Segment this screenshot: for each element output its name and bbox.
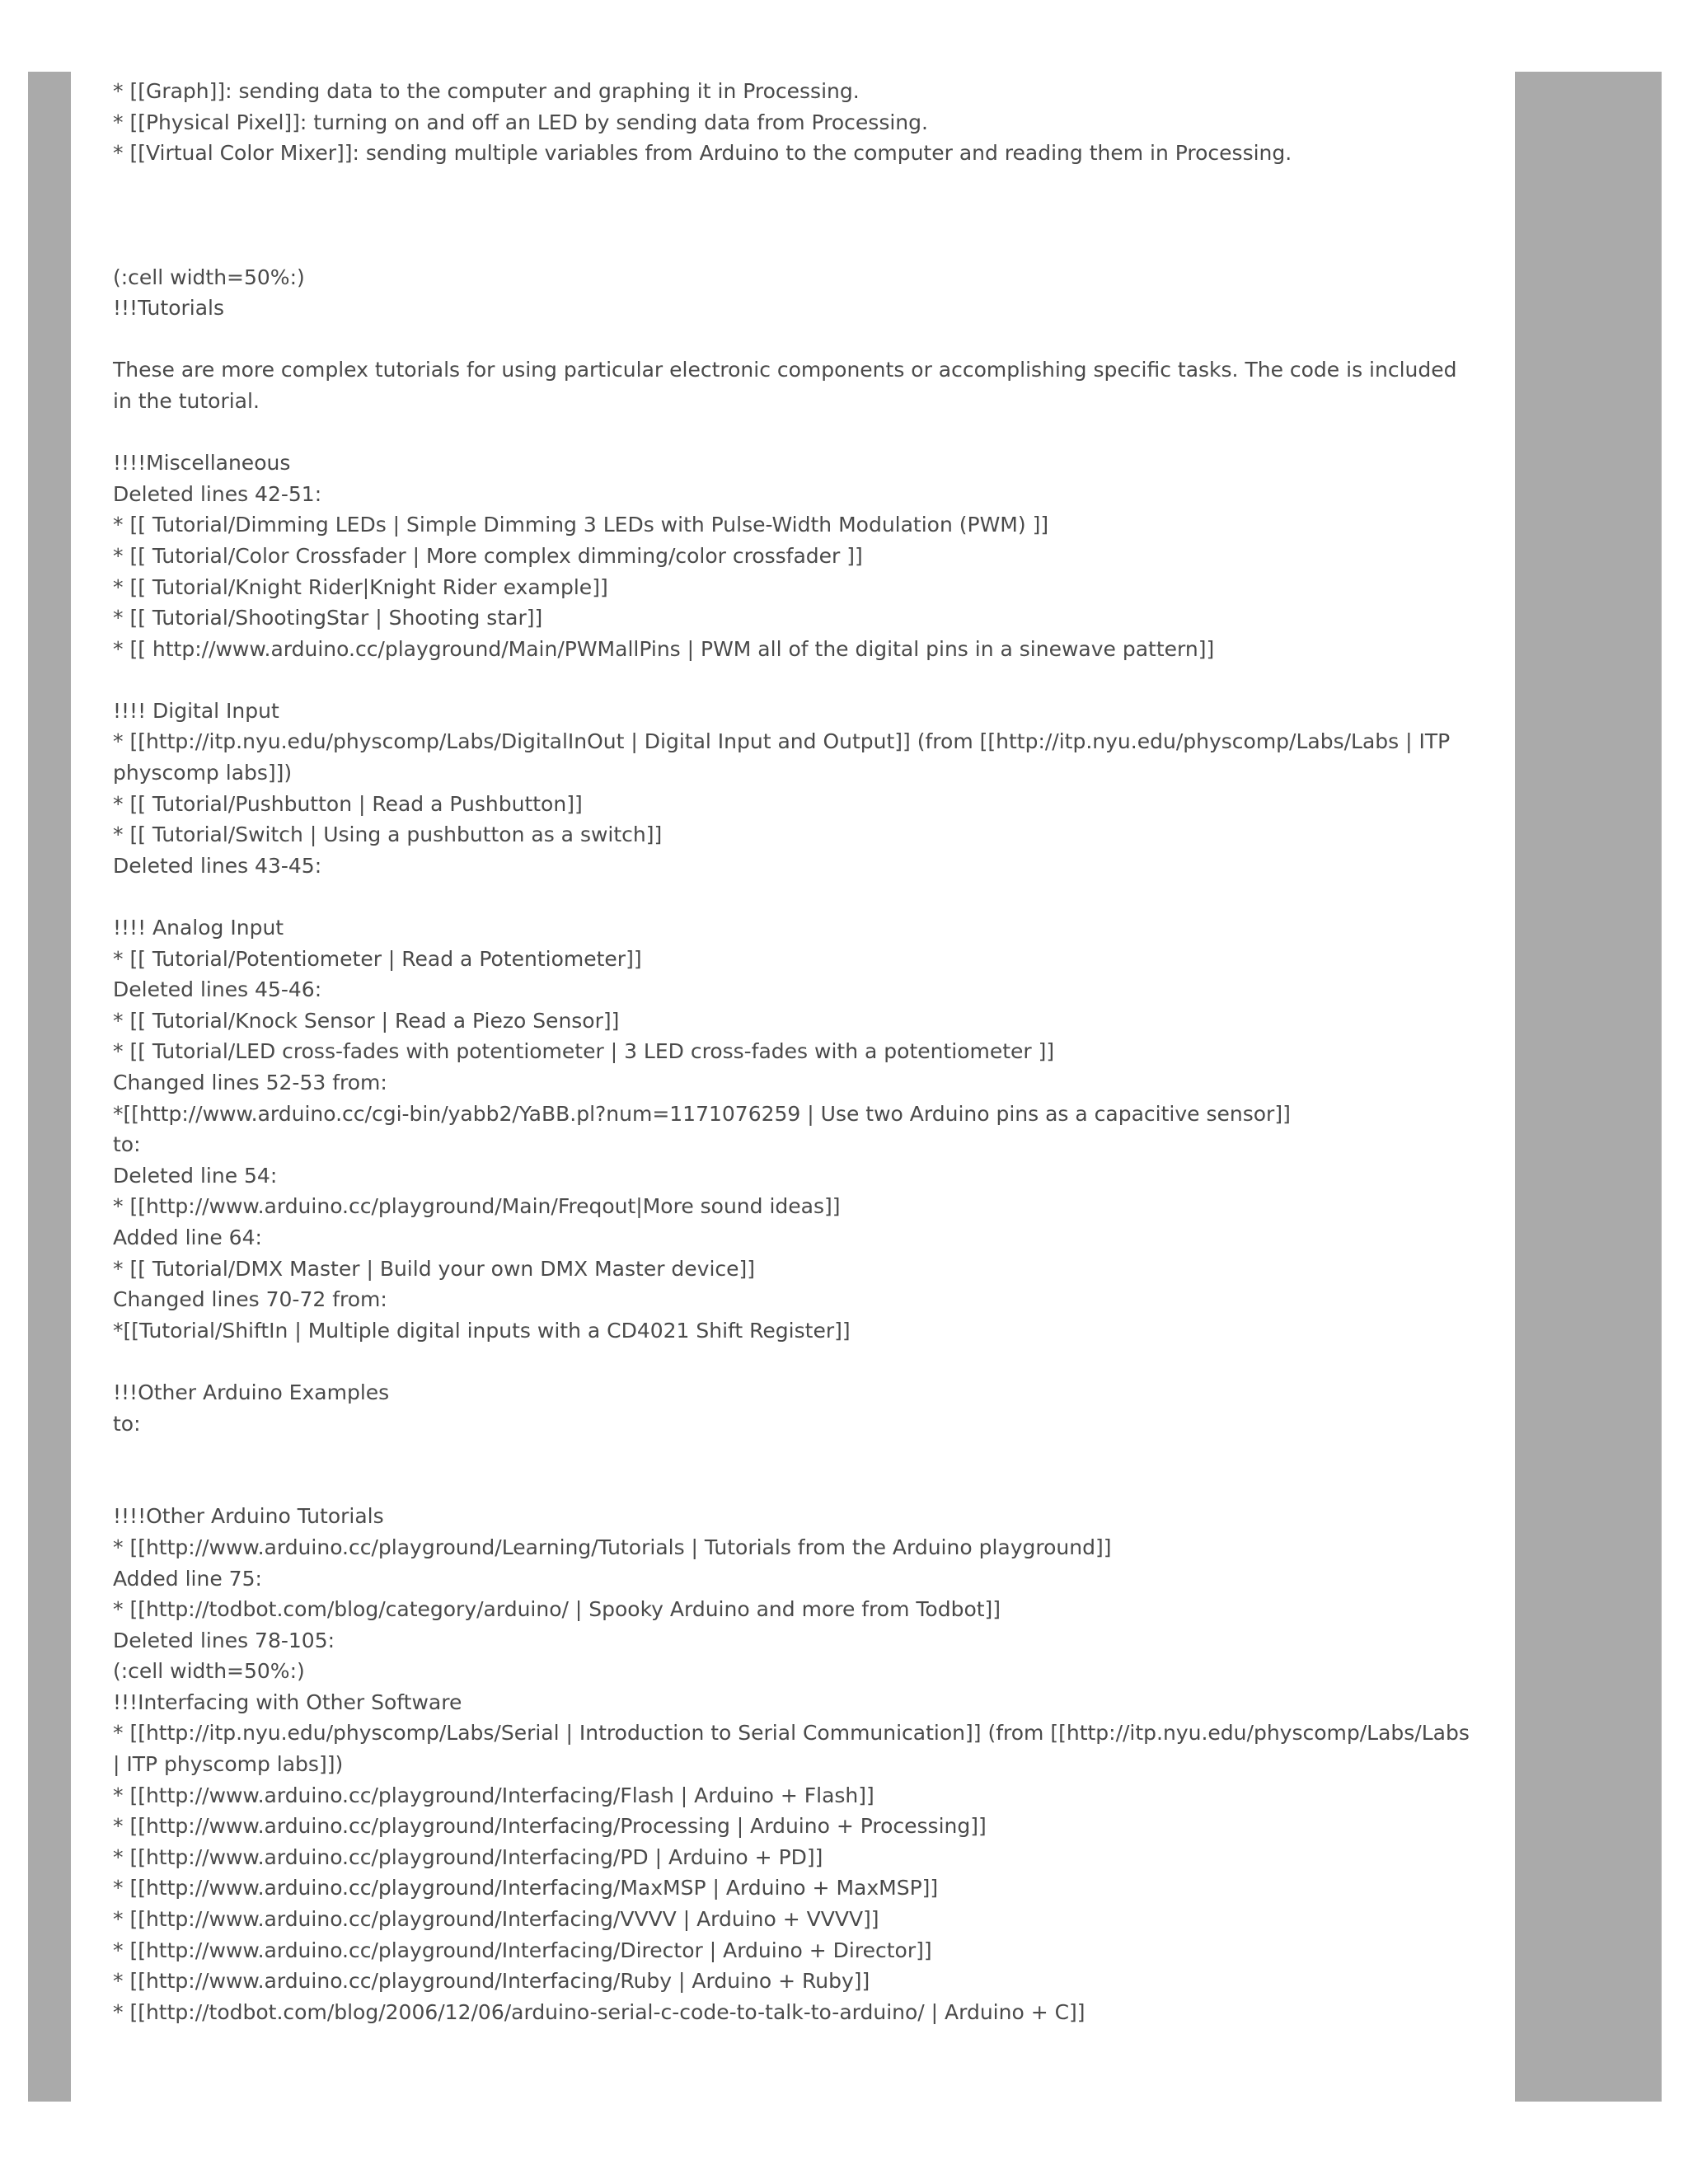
diff-marker-line: Deleted lines 43-45: [113, 853, 322, 878]
blank-line [113, 169, 1481, 200]
diff-marker-line: Deleted lines 45-46: [113, 977, 322, 1002]
heading-line: !!!! Digital Input [113, 698, 279, 723]
text-line: * [[http://www.arduino.cc/playground/Interfacing/Director | Arduino + Director]] [113, 1938, 932, 1962]
heading-line: !!!Tutorials [113, 296, 224, 321]
text-line: * [[http://www.arduino.cc/playground/Learning/Tutorials | Tutorials from the Arduino playground]] [113, 1535, 1112, 1559]
blank-line [113, 1470, 1481, 1502]
text-line: * [[http://www.arduino.cc/playground/Main/Freqout|More sound ideas]] [113, 1194, 841, 1219]
diff-marker-line: Added line 75: [113, 1566, 262, 1591]
text-line: * [[Virtual Color Mixer]]: sending multiple variables from Arduino to the computer and reading them in Processing. [113, 141, 1292, 166]
paragraph-line: These are more complex tutorials for using particular electronic components or accomplishing specific tasks. The code is included in the tutorial. [113, 358, 1457, 413]
text-line: * [[http://todbot.com/blog/category/arduino/ | Spooky Arduino and more from Todbot]] [113, 1597, 1001, 1622]
text-line: *[[Tutorial/ShiftIn | Multiple digital inputs with a CD4021 Shift Register]] [113, 1318, 851, 1343]
text-line: * [[ Tutorial/ShootingStar | Shooting star]] [113, 606, 543, 630]
text-line: * [[ Tutorial/Dimming LEDs | Simple Dimming 3 LEDs with Pulse-Width Modulation (PWM) ]] [113, 513, 1049, 537]
blank-line [113, 324, 1481, 355]
text-line: * [[Graph]]: sending data to the computer and graphing it in Processing. [113, 79, 860, 103]
heading-line: !!!! Analog Input [113, 916, 284, 940]
text-line: *[[http://www.arduino.cc/cgi-bin/yabb2/YaBB.pl?num=1171076259 | Use two Arduino pins as a capacitive sensor]] [113, 1101, 1291, 1126]
text-line: * [[http://www.arduino.cc/playground/Interfacing/PD | Arduino + PD]] [113, 1844, 823, 1869]
diff-marker-line: to: [113, 1411, 141, 1436]
heading-line: !!!!Other Arduino Tutorials [113, 1504, 384, 1529]
text-line: * [[ Tutorial/Switch | Using a pushbutton as a switch]] [113, 823, 663, 847]
diff-marker-line: Deleted lines 78-105: [113, 1628, 335, 1652]
text-line: * [[ Tutorial/Knight Rider|Knight Rider example]] [113, 574, 608, 599]
text-line: * [[Physical Pixel]]: turning on and off an LED by sending data from Processing. [113, 110, 928, 134]
text-line: * [[ Tutorial/LED cross-fades with potentiometer | 3 LED cross-fades with a potentiometer ]] [113, 1039, 1055, 1064]
text-line: * [[http://www.arduino.cc/playground/Interfacing/VVVV | Arduino + VVVV]] [113, 1907, 879, 1932]
diff-marker-line: Added line 64: [113, 1225, 262, 1249]
diff-marker-line: Changed lines 70-72 from: [113, 1287, 387, 1312]
text-line: * [[http://www.arduino.cc/playground/Interfacing/Ruby | Arduino + Ruby]] [113, 1969, 870, 1994]
blank-line [113, 1346, 1481, 1377]
text-line: * [[ Tutorial/Color Crossfader | More complex dimming/color crossfader ]] [113, 543, 863, 568]
text-line: * [[http://www.arduino.cc/playground/Interfacing/Flash | Arduino + Flash]] [113, 1783, 874, 1807]
text-line: * [[ Tutorial/Pushbutton | Read a Pushbutton]] [113, 791, 583, 816]
text-line: * [[ http://www.arduino.cc/playground/Main/PWMallPins | PWM all of the digital pins in a sinewave pattern]] [113, 636, 1215, 661]
left-margin-bar [28, 72, 71, 2102]
diff-marker-line: Changed lines 52-53 from: [113, 1071, 387, 1094]
text-line: * [[ Tutorial/DMX Master | Build your own DMX Master device]] [113, 1256, 756, 1281]
blank-line [113, 881, 1481, 912]
diff-content [113, 76, 1481, 2027]
text-line: * [[http://www.arduino.cc/playground/Interfacing/Processing | Arduino + Processing]] [113, 1814, 987, 1839]
blank-line [113, 417, 1481, 448]
text-line: * [[ Tutorial/Potentiometer | Read a Potentiometer]] [113, 946, 642, 971]
diff-marker-line: Deleted line 54: [113, 1163, 278, 1188]
blank-line [113, 199, 1481, 231]
blank-line [113, 1439, 1481, 1470]
blank-line [113, 231, 1481, 262]
text-line: (:cell width=50%:) [113, 1659, 305, 1684]
diff-marker-line: Deleted lines 42-51: [113, 481, 322, 506]
right-margin-bar [1515, 72, 1662, 2102]
text-line: * [[http://itp.nyu.edu/physcomp/Labs/DigitalInOut | Digital Input and Output]] (from [[http://itp.nyu.edu/physcomp/Labs/Labs | ITP physcomp labs]]) [113, 729, 1451, 785]
diff-marker-line: to: [113, 1132, 141, 1157]
text-line: * [[http://itp.nyu.edu/physcomp/Labs/Serial | Introduction to Serial Communication]] (from [[http://itp.nyu.edu/physcomp/Labs/Labs | ITP physcomp labs]]) [113, 1721, 1470, 1777]
heading-line: !!!Other Arduino Examples [113, 1380, 390, 1404]
text-line: * [[http://www.arduino.cc/playground/Interfacing/MaxMSP | Arduino + MaxMSP]] [113, 1876, 939, 1900]
heading-line: !!!!Miscellaneous [113, 451, 291, 476]
blank-line [113, 664, 1481, 696]
heading-line: !!!Interfacing with Other Software [113, 1690, 462, 1714]
text-line: (:cell width=50%:) [113, 265, 305, 289]
text-line: * [[ Tutorial/Knock Sensor | Read a Piezo Sensor]] [113, 1008, 620, 1033]
text-line: * [[http://todbot.com/blog/2006/12/06/arduino-serial-c-code-to-talk-to-arduino/ | Arduino + C]] [113, 1999, 1085, 2024]
